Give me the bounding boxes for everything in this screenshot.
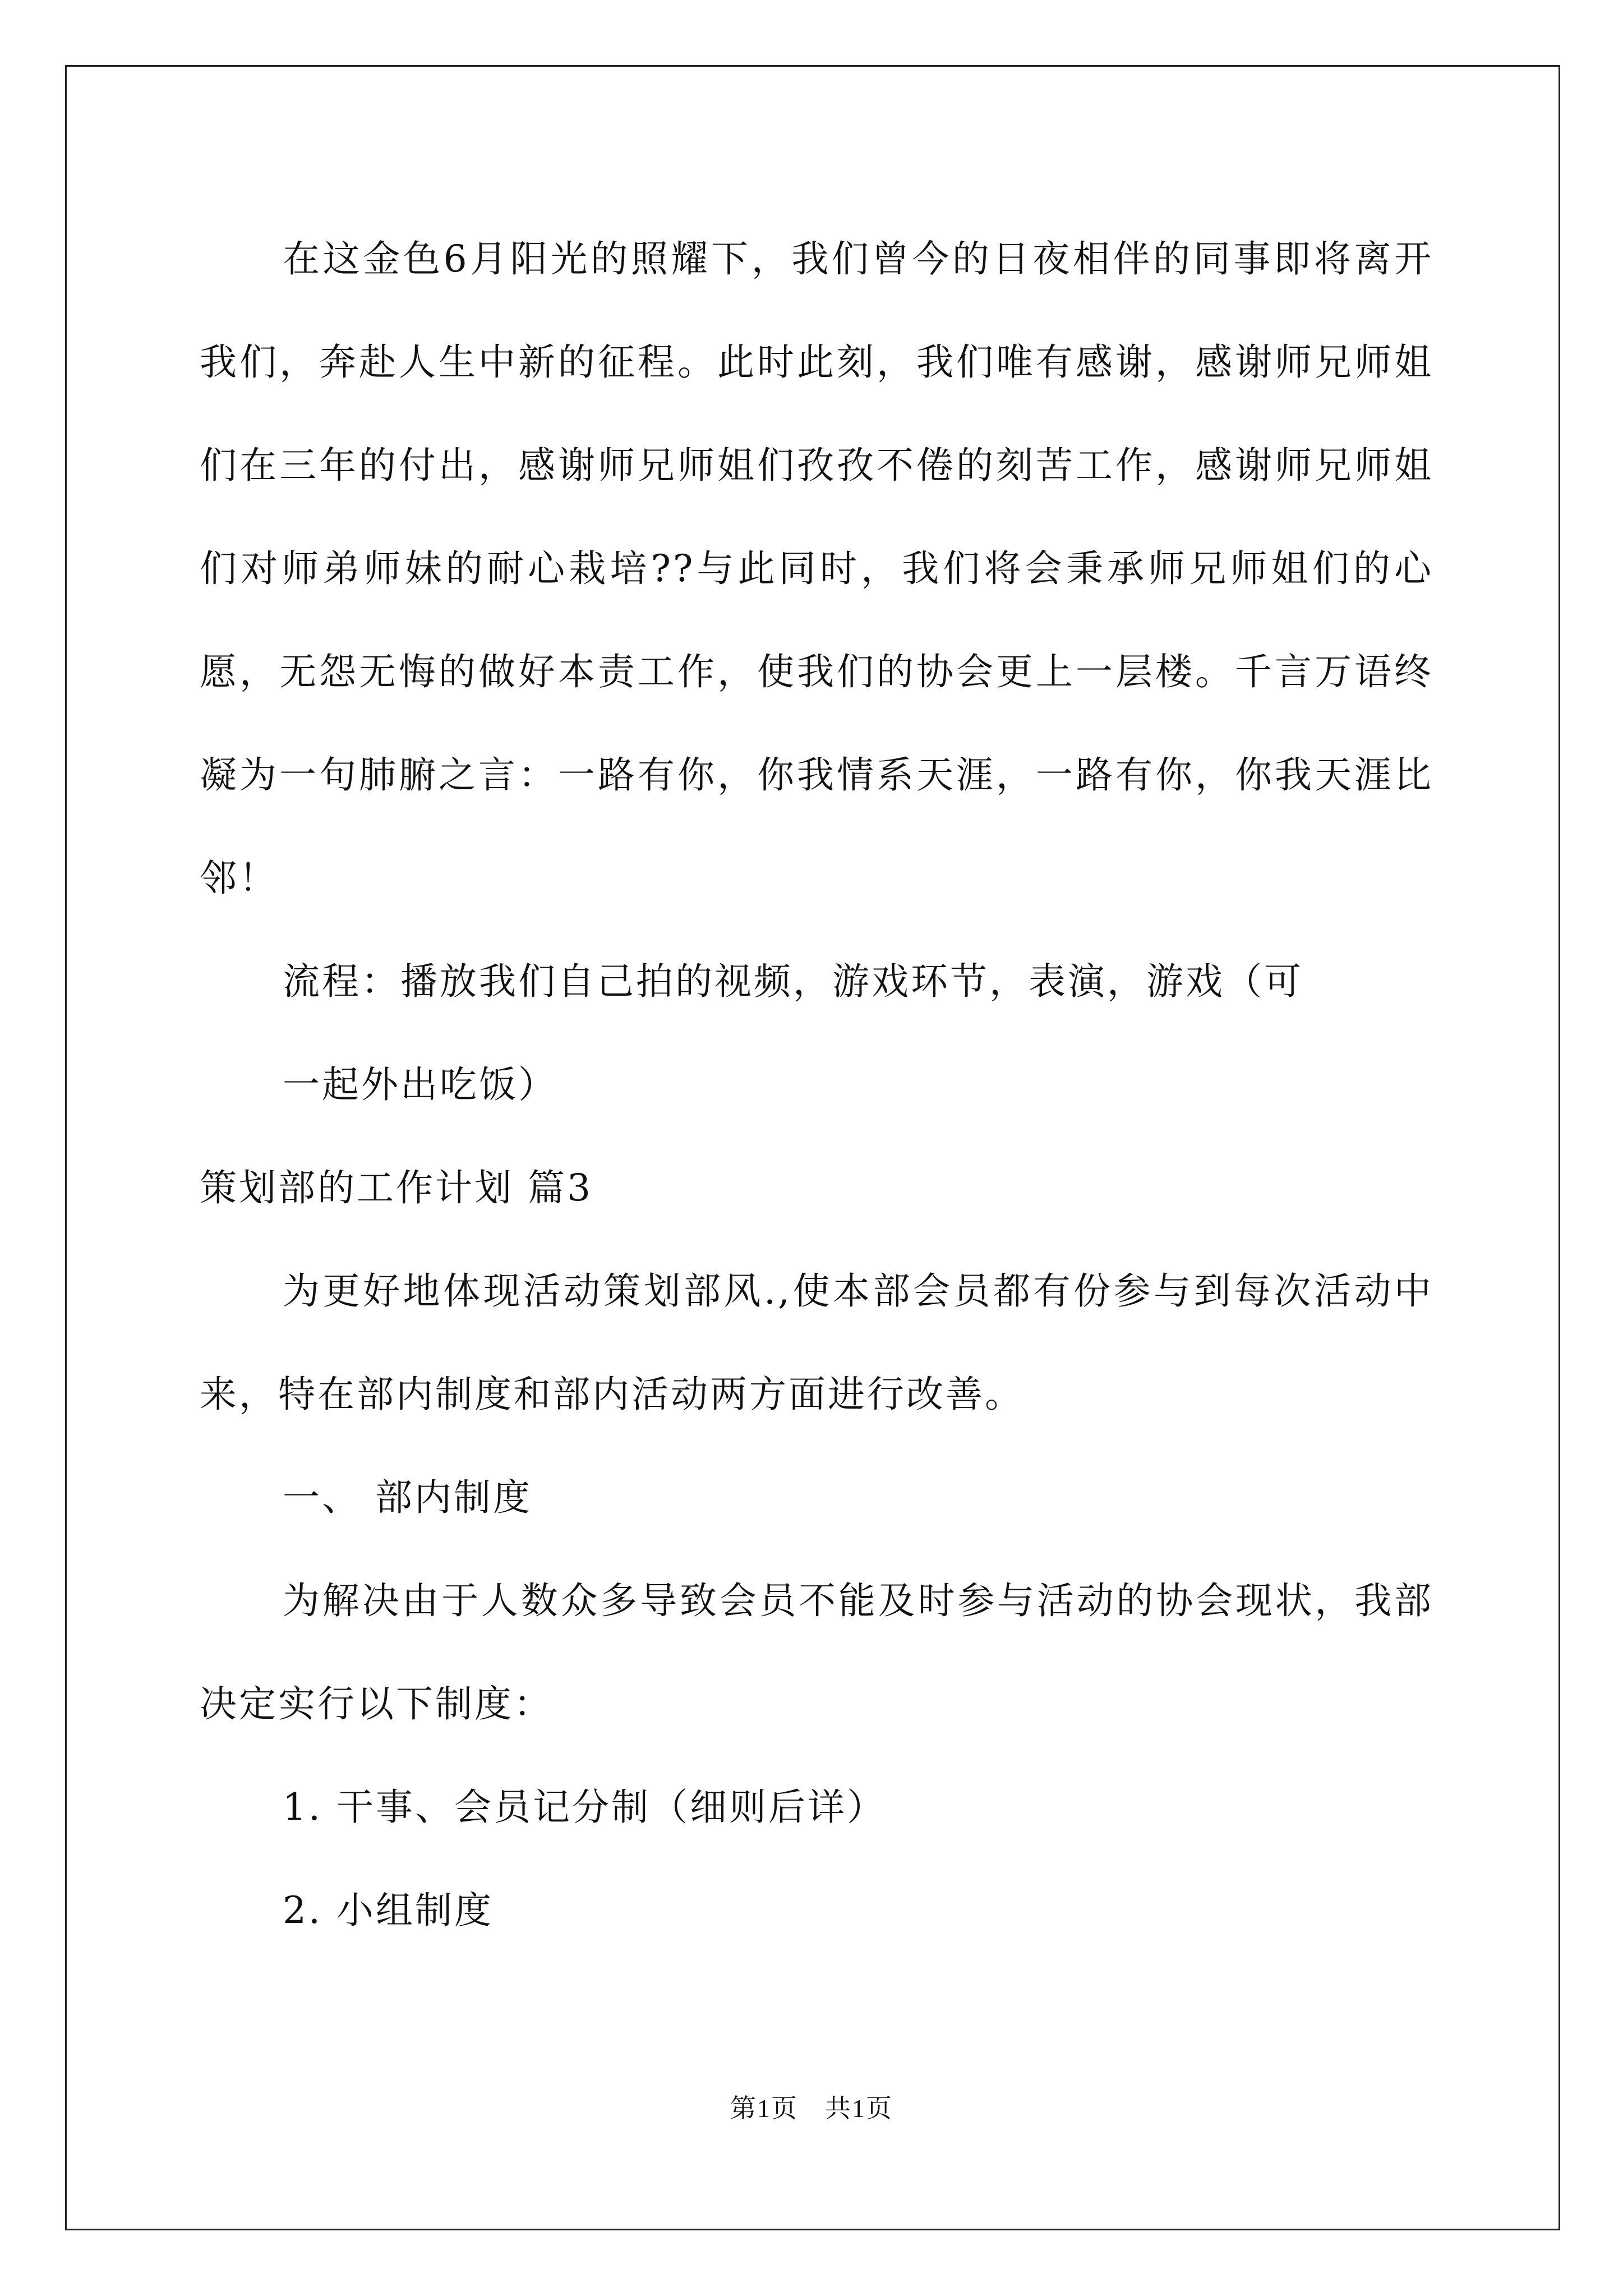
section-heading: 策划部的工作计划 篇3 (200, 1166, 593, 1209)
paragraph-process-cont: 一起外出吃饭） (283, 1063, 557, 1106)
page-footer: 第1页 共1页 (730, 2094, 893, 2123)
list-item-group: 2. 小组制度 (283, 1889, 494, 1932)
list-item-scoring: 1. 干事、会员记分制（细则后详） (283, 1786, 886, 1829)
document-body (200, 208, 1433, 1962)
paragraph-intro: 为更好地体现活动策划部风.,使本部会员都有份参与到每次活动中来，特在部内制度和部内活动两方面进行改善。 (200, 1269, 1433, 1416)
paragraph-process: 流程：播放我们自己拍的视频，游戏环节，表演，游戏（可 (283, 960, 1303, 1003)
subheading-system: 一、 部内制度 (283, 1476, 532, 1519)
paragraph-farewell: 在这金色6月阳光的照耀下，我们曾今的日夜相伴的同事即将离开我们，奔赴人生中新的征程。此时此刻，我们唯有感谢，感谢师兄师姐们在三年的付出，感谢师兄师姐们孜孜不倦的刻苦工作，感谢师兄师姐们对师弟师妹的耐心栽培??与此同时，我们将会秉承师兄师姐们的心愿，无怨无悔的做好本责工作，使我们的协会更上一层楼。千言万语终凝为一句肺腑之言：一路有你，你我情系天涯，一路有你，你我天涯比邻！ (200, 237, 1433, 900)
paragraph-system: 为解决由于人数众多导致会员不能及时参与活动的协会现状，我部决定实行以下制度： (200, 1579, 1433, 1726)
